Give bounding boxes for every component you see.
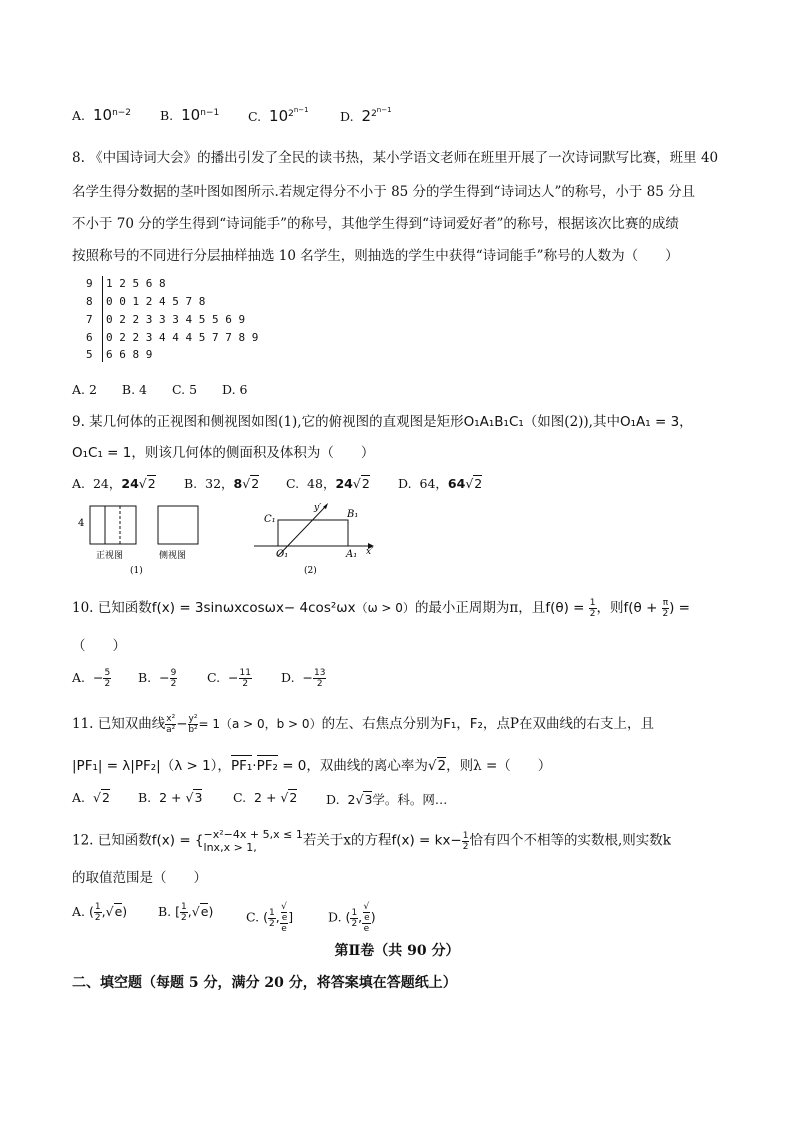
side-view-rect — [158, 506, 198, 544]
fig2-caption: (2) — [304, 566, 317, 576]
q7-option-a: A. $10^{n-2}$ — [72, 106, 132, 124]
label-a1: A₁ — [346, 549, 358, 560]
piecewise-cases: −x²−4x + 5,x ≤ 1 lnx,x > 1, — [203, 828, 303, 854]
stem-row-5: 5 6 6 8 9 — [86, 348, 153, 361]
q12-option-c: C. ( $\frac{1}{2}$ , √ e e ] — [246, 902, 294, 934]
q8-options: A. 2 B. 4 C. 5 D. 6 — [72, 382, 248, 397]
fig1-caption: (1) — [130, 566, 143, 576]
q8-line-1: 8. 《中国诗词大会》的播出引发了全民的读书热，某小学语文老师在班里开展了一次诗词默写比赛，班里 40 — [72, 150, 719, 166]
q10-option-b: B. − $\frac{9}{2}$ — [138, 668, 177, 689]
label-o1: O₁ — [276, 549, 289, 560]
label-c1: C₁ — [264, 514, 276, 525]
q11-option-d: D. 2√3学。科。网… — [326, 792, 448, 807]
q11-option-b: B. 2 + √3 — [138, 790, 203, 805]
vector-pf1: PF₁ — [231, 758, 252, 774]
q11-line-1: 11. 已知双曲线 $\frac{\text{x²}}{\text{a²}}$ − $\frac{\text{y²}}{\text{b²}}$ = 1（a > 0，b > 0）的左、右焦点分别为F₁，F₂，点P在双曲线的右支上，且 — [72, 714, 655, 735]
q9-option-a: A. 24，24√2 — [72, 476, 156, 491]
vector-pf2: PF₂ — [257, 758, 278, 774]
q10-line-1: 10. 已知函数f(x) = 3sinωxcosωx− 4cos²ωx（ω > 0）的最小正周期为π，且f(θ) = $\frac{1}{2}$ ，则f(θ + $\frac{\pi}{2}$ ) = — [72, 598, 690, 619]
stem-row-9: 9 1 2 5 6 8 — [86, 277, 166, 290]
q9-option-c: C. 48，24√2 — [286, 476, 370, 491]
q9-option-b: B. 32，8√2 — [184, 476, 260, 491]
q7-option-d: D. $2^{2^{n-1}}$ — [340, 106, 392, 126]
q10-option-d: D. − $\frac{13}{2}$ — [281, 668, 326, 689]
q12-option-d: D. ( $\frac{1}{2}$ , √ e e ) — [328, 902, 376, 934]
label-x: x′ — [366, 547, 374, 557]
q10-line-2: （ ） — [72, 638, 126, 654]
section-part-2-title: 第Ⅱ卷（共 90 分） — [334, 943, 460, 959]
q11-line-2: |PF₁| = λ|PF₂|（λ > 1）， PF₁· PF₂ = 0，双曲线的离心率为√2，则λ =（ ） — [72, 754, 551, 774]
q7-option-b: B. $10^{n-1}$ — [160, 106, 220, 124]
stem-row-7: 7 0 2 2 3 3 3 4 5 5 6 9 — [86, 313, 246, 326]
q11-option-c: C. 2 + √2 — [233, 790, 298, 805]
q8-line-2: 名学生得分数据的茎叶图如图所示.若规定得分不小于 85 分的学生得到“诗词达人”的称号，小于 85 分且 — [72, 184, 696, 200]
figure-1-views — [72, 500, 212, 578]
q11-option-a: A. √2 — [72, 790, 110, 805]
q12-line-1: 12. 已知函数f(x) = { −x²−4x + 5,x ≤ 1 lnx,x > 1, 若关于x的方程f(x) = kx− $\frac{1}{2}$ 恰有四个不相等的实数根,则实数k — [72, 828, 671, 854]
stem-divider — [102, 276, 103, 362]
figure-2-oblique — [250, 500, 380, 578]
front-view-label: 正视图 — [96, 551, 124, 561]
q7-option-c: C. $10^{2^{n-1}}$ — [248, 106, 309, 126]
stem-row-6: 6 0 2 2 3 4 4 4 5 7 7 8 9 — [86, 331, 259, 344]
q9-option-d: D. 64，64√2 — [398, 476, 483, 491]
rectangle-o1a1b1c1 — [278, 520, 348, 546]
stem-row-8: 8 0 0 1 2 4 5 7 8 — [86, 295, 206, 308]
q9-line-2: O₁C₁ = 1，则该几何体的侧面积及体积为（ ） — [72, 445, 375, 461]
q12-line-2: 的取值范围是（ ） — [72, 870, 207, 886]
q9-line-1: 9. 某几何体的正视图和侧视图如图(1),它的俯视图的直观图是矩形O₁A₁B₁C₁（如图(2)),其中O₁A₁ = 3， — [72, 414, 693, 430]
q10-option-c: C. − $\frac{11}{2}$ — [207, 668, 251, 689]
q8-line-4: 按照称号的不同进行分层抽样抽选 10 名学生，则抽选的学生中获得“诗词能手”称号的人数为（ ） — [72, 248, 679, 264]
front-view-rect — [90, 506, 136, 544]
label-b1: B₁ — [347, 509, 359, 520]
fill-in-section-heading: 二、填空题（每题 5 分，满分 20 分，将答案填在答题纸上） — [72, 975, 457, 991]
q10-option-a: A. − $\frac{5}{2}$ — [72, 668, 111, 689]
fig1-height-label: 4 — [78, 518, 85, 529]
side-view-label: 侧视图 — [159, 551, 187, 561]
q12-option-a: A. ( $\frac{1}{2}$ ,√e) — [72, 902, 128, 923]
label-y: y′ — [314, 503, 322, 513]
q8-line-3: 不小于 70 分的学生得到“诗词能手”的称号，其他学生得到“诗词爱好者”的称号，根据该次比赛的成绩 — [72, 216, 679, 232]
q12-option-b: B. [ $\frac{1}{2}$ ,√e) — [158, 902, 214, 923]
